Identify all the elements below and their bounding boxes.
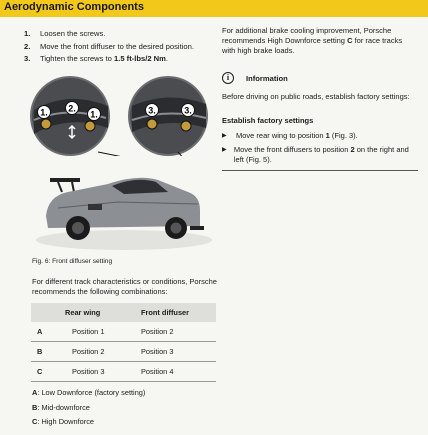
step-item	[24, 54, 214, 67]
table-header-row	[31, 303, 216, 322]
diagram-label: 1.	[40, 107, 48, 118]
bullet-arrow-icon: ▶	[222, 133, 227, 139]
front-diffuser	[190, 226, 204, 230]
legend-item: A: Low Downforce (factory setting)	[32, 388, 146, 397]
step-text	[40, 54, 168, 67]
car-illustration	[28, 156, 218, 252]
section-divider	[222, 170, 418, 171]
combinations-intro: For different track characteristics or conditions, Porsche recommends the following combinations:	[32, 277, 217, 296]
step-text: Move the front diffuser to the desired position.	[40, 41, 194, 51]
column-header-rear-wing: Rear wing	[65, 303, 138, 322]
brake-cooling-paragraph: For additional brake cooling improvement, Porsche recommends High Downforce setting C for race tracks with high brake loads.	[222, 26, 403, 55]
factory-settings-heading: Establish factory settings	[222, 116, 314, 125]
downforce-legend	[32, 386, 145, 430]
step-number: 3.	[24, 54, 31, 63]
list-item: ▶ Move rear wing to position 1 (Fig. 3).	[222, 131, 358, 140]
downforce-combinations-table	[31, 303, 216, 382]
screw-detail-right	[128, 76, 208, 156]
table-cell: Position 3	[65, 362, 138, 382]
table-cell: Position 1	[65, 322, 138, 342]
screw-detail-left	[30, 76, 110, 156]
information-body: Before driving on public roads, establish factory settings:	[222, 92, 410, 101]
information-label: Information	[246, 73, 288, 83]
table-cell: Position 4	[138, 362, 216, 382]
step-text: Loosen the screws.	[40, 29, 106, 38]
bullet-arrow-icon: ▶	[222, 147, 227, 153]
section-header-bar	[0, 0, 428, 17]
table-cell: Position 2	[138, 322, 216, 342]
diagram-label: 1.	[90, 109, 98, 120]
step-text-suffix: .	[165, 54, 169, 63]
rear-wing	[50, 178, 80, 182]
step-item	[24, 29, 214, 42]
table-row	[31, 362, 216, 382]
table-cell: C	[31, 362, 65, 382]
table-row	[31, 342, 216, 362]
step-number: 2.	[24, 41, 31, 51]
column-header	[31, 303, 65, 322]
table-cell: Position 3	[138, 342, 216, 362]
column-header-front-diffuser: Front diffuser	[138, 303, 216, 322]
table-cell: B	[31, 342, 65, 362]
step-text-prefix: Tighten the screws to	[40, 54, 115, 63]
figure-caption: Fig. 6: Front diffuser setting	[32, 258, 113, 265]
legend-item: B: Mid-downforce	[32, 402, 90, 412]
diagram-label: 3.	[148, 105, 156, 116]
legend-item: C: High Downforce	[32, 417, 95, 426]
diffuser-screw-diagram	[28, 76, 218, 156]
diagram-label: 2.	[68, 103, 76, 114]
table-cell: Position 2	[65, 342, 138, 362]
torque-value: 1.5 ft-lbs/2 Nm	[114, 54, 166, 63]
step-item	[24, 42, 214, 55]
steps-list	[24, 29, 214, 67]
info-icon: i	[222, 72, 234, 84]
diagram-label: 3.	[184, 105, 192, 116]
section-title: Aerodynamic Components	[4, 1, 144, 13]
list-item: ▶ Move the front diffusers to position 2 on the right and left (Fig. 5).	[222, 145, 409, 164]
factory-settings-list	[222, 131, 416, 169]
information-heading	[222, 72, 288, 84]
table-cell: A	[31, 322, 65, 342]
step-number: 1.	[24, 29, 31, 38]
table-row	[31, 322, 216, 342]
